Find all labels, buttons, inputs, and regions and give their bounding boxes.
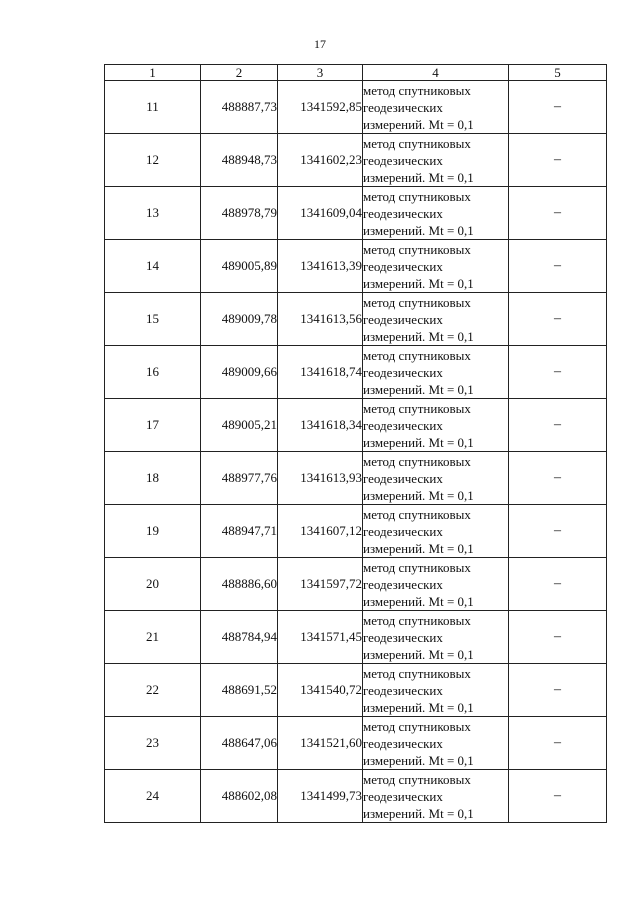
method-description bbox=[363, 187, 509, 240]
point-number: 20 bbox=[105, 558, 201, 611]
method-line-1: метод спутниковых bbox=[363, 453, 471, 469]
method-description bbox=[363, 240, 509, 293]
table-row bbox=[105, 293, 607, 346]
method-description bbox=[363, 293, 509, 346]
coordinate-x: 488947,71 bbox=[201, 505, 278, 558]
page-number: 17 bbox=[314, 37, 326, 51]
method-line-1: метод спутниковых bbox=[363, 612, 471, 628]
method-description bbox=[363, 346, 509, 399]
column-header-1: 1 bbox=[105, 65, 201, 81]
table-row bbox=[105, 505, 607, 558]
method-line-3: измерений. Mt = 0,1 bbox=[363, 169, 474, 185]
coordinate-x: 488977,76 bbox=[201, 452, 278, 505]
method-line-2: геодезических bbox=[363, 576, 443, 592]
method-line-2: геодезических bbox=[363, 258, 443, 274]
method-line-2: геодезических bbox=[363, 470, 443, 486]
note-dash: – bbox=[509, 505, 607, 558]
coordinate-x: 488784,94 bbox=[201, 611, 278, 664]
note-dash: – bbox=[509, 399, 607, 452]
table-row bbox=[105, 81, 607, 134]
method-line-2: геодезических bbox=[363, 417, 443, 433]
method-description bbox=[363, 505, 509, 558]
coordinate-y: 1341613,93 bbox=[278, 452, 363, 505]
coordinate-x: 489009,66 bbox=[201, 346, 278, 399]
coordinate-y: 1341592,85 bbox=[278, 81, 363, 134]
method-description bbox=[363, 399, 509, 452]
coordinate-y: 1341607,12 bbox=[278, 505, 363, 558]
note-dash: – bbox=[509, 346, 607, 399]
table-row bbox=[105, 346, 607, 399]
point-number: 11 bbox=[105, 81, 201, 134]
point-number: 12 bbox=[105, 134, 201, 187]
point-number: 18 bbox=[105, 452, 201, 505]
coordinate-y: 1341613,56 bbox=[278, 293, 363, 346]
coordinate-y: 1341499,73 bbox=[278, 770, 363, 823]
coordinate-x: 488691,52 bbox=[201, 664, 278, 717]
point-number: 14 bbox=[105, 240, 201, 293]
method-line-1: метод спутниковых bbox=[363, 559, 471, 575]
table-row bbox=[105, 611, 607, 664]
method-line-2: геодезических bbox=[363, 99, 443, 115]
note-dash: – bbox=[509, 664, 607, 717]
coordinate-x: 489005,89 bbox=[201, 240, 278, 293]
method-line-1: метод спутниковых bbox=[363, 665, 471, 681]
method-line-3: измерений. Mt = 0,1 bbox=[363, 434, 474, 450]
method-line-3: измерений. Mt = 0,1 bbox=[363, 540, 474, 556]
method-line-3: измерений. Mt = 0,1 bbox=[363, 646, 474, 662]
method-line-2: геодезических bbox=[363, 682, 443, 698]
method-line-3: измерений. Mt = 0,1 bbox=[363, 487, 474, 503]
method-line-2: геодезических bbox=[363, 311, 443, 327]
method-description bbox=[363, 664, 509, 717]
coordinate-y: 1341597,72 bbox=[278, 558, 363, 611]
method-line-1: метод спутниковых bbox=[363, 135, 471, 151]
coordinate-x: 488647,06 bbox=[201, 717, 278, 770]
method-line-1: метод спутниковых bbox=[363, 188, 471, 204]
note-dash: – bbox=[509, 452, 607, 505]
point-number: 17 bbox=[105, 399, 201, 452]
coordinate-y: 1341571,45 bbox=[278, 611, 363, 664]
method-description bbox=[363, 452, 509, 505]
method-line-2: геодезических bbox=[363, 364, 443, 380]
method-line-3: измерений. Mt = 0,1 bbox=[363, 593, 474, 609]
method-line-1: метод спутниковых bbox=[363, 82, 471, 98]
point-number: 19 bbox=[105, 505, 201, 558]
method-line-1: метод спутниковых bbox=[363, 400, 471, 416]
method-line-2: геодезических bbox=[363, 205, 443, 221]
method-description bbox=[363, 611, 509, 664]
method-line-3: измерений. Mt = 0,1 bbox=[363, 805, 474, 821]
coordinate-y: 1341618,74 bbox=[278, 346, 363, 399]
method-line-3: измерений. Mt = 0,1 bbox=[363, 699, 474, 715]
coordinate-x: 488887,73 bbox=[201, 81, 278, 134]
point-number: 15 bbox=[105, 293, 201, 346]
table-row bbox=[105, 452, 607, 505]
coordinate-y: 1341540,72 bbox=[278, 664, 363, 717]
point-number: 13 bbox=[105, 187, 201, 240]
note-dash: – bbox=[509, 558, 607, 611]
column-header-2: 2 bbox=[201, 65, 278, 81]
table-row bbox=[105, 717, 607, 770]
coordinate-y: 1341609,04 bbox=[278, 187, 363, 240]
column-header-5: 5 bbox=[509, 65, 607, 81]
method-line-1: метод спутниковых bbox=[363, 771, 471, 787]
table-header-row bbox=[105, 65, 607, 81]
note-dash: – bbox=[509, 134, 607, 187]
table-row bbox=[105, 558, 607, 611]
method-description bbox=[363, 81, 509, 134]
table-row bbox=[105, 187, 607, 240]
method-line-2: геодезических bbox=[363, 788, 443, 804]
coordinate-x: 488978,79 bbox=[201, 187, 278, 240]
method-description bbox=[363, 134, 509, 187]
method-description bbox=[363, 717, 509, 770]
method-line-1: метод спутниковых bbox=[363, 241, 471, 257]
note-dash: – bbox=[509, 187, 607, 240]
table-row bbox=[105, 134, 607, 187]
method-line-3: измерений. Mt = 0,1 bbox=[363, 275, 474, 291]
table-row bbox=[105, 770, 607, 823]
method-line-3: измерений. Mt = 0,1 bbox=[363, 381, 474, 397]
point-number: 23 bbox=[105, 717, 201, 770]
coordinate-y: 1341618,34 bbox=[278, 399, 363, 452]
method-line-3: измерений. Mt = 0,1 bbox=[363, 752, 474, 768]
note-dash: – bbox=[509, 293, 607, 346]
method-description bbox=[363, 770, 509, 823]
coordinate-x: 489009,78 bbox=[201, 293, 278, 346]
coordinate-y: 1341602,23 bbox=[278, 134, 363, 187]
column-header-4: 4 bbox=[363, 65, 509, 81]
coordinate-x: 488948,73 bbox=[201, 134, 278, 187]
method-line-2: геодезических bbox=[363, 523, 443, 539]
method-line-1: метод спутниковых bbox=[363, 294, 471, 310]
table-row bbox=[105, 399, 607, 452]
point-number: 16 bbox=[105, 346, 201, 399]
coordinate-y: 1341521,60 bbox=[278, 717, 363, 770]
point-number: 24 bbox=[105, 770, 201, 823]
table-row bbox=[105, 664, 607, 717]
note-dash: – bbox=[509, 611, 607, 664]
note-dash: – bbox=[509, 81, 607, 134]
method-line-1: метод спутниковых bbox=[363, 347, 471, 363]
coordinate-y: 1341613,39 bbox=[278, 240, 363, 293]
table-row bbox=[105, 240, 607, 293]
point-number: 22 bbox=[105, 664, 201, 717]
method-line-2: геодезических bbox=[363, 152, 443, 168]
column-header-3: 3 bbox=[278, 65, 363, 81]
method-line-3: измерений. Mt = 0,1 bbox=[363, 116, 474, 132]
note-dash: – bbox=[509, 770, 607, 823]
method-description bbox=[363, 558, 509, 611]
method-line-3: измерений. Mt = 0,1 bbox=[363, 222, 474, 238]
method-line-1: метод спутниковых bbox=[363, 506, 471, 522]
method-line-2: геодезических bbox=[363, 735, 443, 751]
note-dash: – bbox=[509, 240, 607, 293]
coordinate-x: 488886,60 bbox=[201, 558, 278, 611]
method-line-2: геодезических bbox=[363, 629, 443, 645]
point-number: 21 bbox=[105, 611, 201, 664]
coordinate-x: 488602,08 bbox=[201, 770, 278, 823]
coordinate-x: 489005,21 bbox=[201, 399, 278, 452]
note-dash: – bbox=[509, 717, 607, 770]
method-line-1: метод спутниковых bbox=[363, 718, 471, 734]
coordinates-table bbox=[104, 64, 607, 823]
method-line-3: измерений. Mt = 0,1 bbox=[363, 328, 474, 344]
